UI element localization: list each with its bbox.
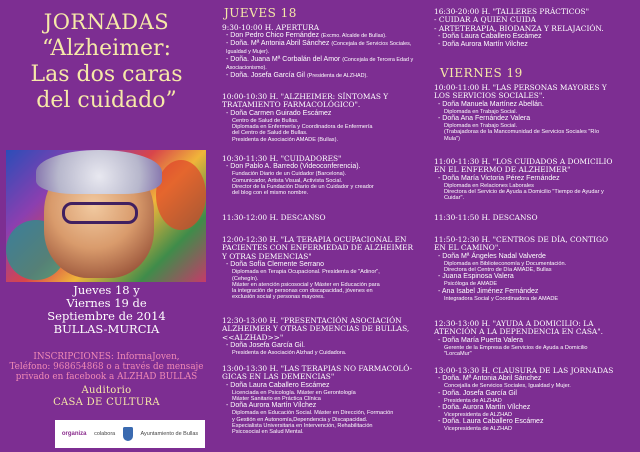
speaker: - Doña Josefa García Gil. (226, 342, 305, 350)
speaker-detail: Diplomada en Trabajo Social. (444, 108, 518, 115)
speaker-detail: Vicepresidenta de ALZHAD (444, 412, 512, 418)
date-line: BULLAS-MURCIA (53, 322, 160, 336)
speaker: - Doña. Laura Caballero Escámez (438, 418, 544, 426)
program-block (434, 158, 638, 202)
speaker: - Doña. Aurora Martín Vílchez (438, 404, 531, 411)
session-heading: 10:00-11:00 H. "LAS PERSONAS MAYORES Y (434, 83, 607, 92)
speaker-detail: del Centro de Salud de Bullas. (232, 130, 308, 137)
speaker-detail: Fundación Diario de un Cuidador (Barcelona). (232, 171, 347, 178)
event-title: JORNADAS (43, 10, 170, 34)
portrait-glasses (62, 202, 138, 224)
speaker: - Doña Manuela Martínez Abellán. (438, 100, 544, 108)
speaker: - Doña Laura Caballero Escámez (226, 381, 330, 389)
venue (0, 385, 213, 409)
town-logo: Ayuntamiento de Bullas (140, 431, 199, 437)
speaker-detail: exclusión social y personas mayores. (232, 294, 325, 301)
speaker: - Doña Carmen Guirado Escámez (226, 109, 332, 117)
speaker: - Doña María Puerta Valera (438, 336, 524, 344)
speaker: - Doña Aurora Martín Vilchez (438, 41, 528, 49)
venue-line: Auditorio (81, 385, 132, 396)
session-heading: 11:30-12:00 H. DESCANSO (222, 213, 326, 222)
session-heading: 12:00-12:30 H. "LA TERAPIA OCUPACIONAL EN (222, 235, 407, 244)
sponsor-logos (55, 420, 205, 448)
session-heading: PACIENTES CON ENFERMEDAD DE ALZHEIMER (222, 243, 414, 253)
session-heading: 9:30-10:00 H. APERTURA (222, 23, 320, 32)
session-heading: ATENCIÓN A LA DEPENDENCIA EN CASA". (434, 327, 604, 337)
speaker: - Juana Espinosa Valera (438, 273, 514, 281)
speaker-detail: Máster en atención psicosocial y Máster en Educación para (232, 281, 380, 288)
session-heading: 11:30-11:50 H. DESCANSO (434, 213, 538, 222)
session-heading: 12:30-13:00 H. "PRESENTACIÓN ASOCIACIÓN (222, 316, 402, 325)
session-heading: GICAS EN LAS DEMENCIAS" (222, 372, 335, 382)
session-heading: 13:00-13:30 H. "LAS TERAPIAS NO FARMACOLÓ- (222, 364, 413, 373)
speaker-detail: Directora del Servicio de Ayuda a Domicilio "Tiempo de Ayudar y (444, 189, 604, 196)
program-block (222, 155, 422, 197)
speaker-detail: Diplomada en Relaciones Laborales (444, 182, 534, 189)
speaker: - Doña Aurora Martín Vílchez (226, 402, 317, 410)
program-block (222, 236, 422, 301)
speaker-detail: "LorcaMur" (444, 351, 472, 358)
session-heading: Y OTRAS DEMENCIAS" (222, 251, 312, 261)
program-block (434, 367, 638, 433)
registration-info (0, 352, 213, 382)
speaker: - Doña Mª Ángeles Nadal Valverde (438, 252, 546, 260)
info-line: Teléfono: 968654868 o a través de mensaje (9, 362, 204, 372)
speaker: - Doña. Josefa García Gil (Presidenta de ALZHAD). (226, 72, 368, 80)
program-block (222, 24, 422, 80)
info-line: privado en facebook a ALZHAD BULLAS (15, 372, 198, 382)
date-line: Jueves 18 y (73, 283, 140, 297)
program-block (222, 93, 422, 143)
subtitle-line: Las dos caras (30, 62, 183, 87)
speaker-detail: Centro de Salud de Bullas. (232, 117, 299, 124)
subtitle-line: del cuidado” (36, 88, 177, 113)
thursday-program (216, 0, 422, 452)
speaker-detail: Presidenta de ALZHAD (444, 397, 502, 404)
speaker-detail: Vicepresidenta de ALZHAD (444, 426, 512, 433)
speaker-detail: Diplomada en Trabajo Social. (444, 123, 518, 130)
speaker-detail: Gerente de la Empresa de Servicios de Ayuda a Domicilio (444, 344, 588, 351)
speaker: - Don Pablo A. Barredo (Videoconferencia). (226, 163, 361, 171)
date-line: Septiembre de 2014 (47, 309, 166, 323)
day-heading-friday: VIERNES 19 (440, 66, 523, 80)
event-dates (0, 284, 213, 336)
speaker-detail: (Trabajadoras de la Mancomunidad de Servicios Sociales "Río (444, 129, 600, 136)
portrait-painting (6, 150, 206, 282)
speaker-detail: Diplomada en Educación Social. Máster en Dirección, Formación (232, 410, 394, 417)
speaker-detail: Presidenta de Asociación AMADE (Bullas). (232, 136, 339, 143)
session-heading: LOS SERVICIOS SOCIALES". (434, 91, 545, 101)
paint-swirl (156, 160, 206, 230)
session-heading: <<ALZHAD>>" (222, 332, 284, 342)
session-heading: 10:00-10:30 H. "ALZHEIMER: SÍNTOMAS Y (222, 92, 389, 101)
speaker-detail: Directora del Centro de Día AMADE, Bullas (444, 267, 552, 274)
speaker: - Ana Isabel Jiménez Fernández (438, 287, 539, 295)
speaker: - Don Pedro Chico Fernández (Excmo. Alcalde de Bullas). (226, 32, 387, 40)
session-heading: - CUIDAR A QUIEN CUIDA (434, 15, 536, 25)
speaker: - Doña Ana Fernández Valera (438, 115, 531, 123)
speaker-detail: Especialista Universitaria en Intervención, Rehabilitación (232, 423, 373, 429)
speaker: - Doña Sofía Clemente Serrano (226, 261, 325, 269)
speaker-detail: Psicosocial en Salud Mental. (232, 429, 304, 436)
speaker-detail: Cuidar". (444, 195, 465, 202)
portrait-hair (36, 150, 162, 194)
session-heading: 10:30-11:30 H. "CUIDADORES" (222, 154, 342, 163)
speaker-detail: Concejalía de Servicios Sociales, Igualdad y Mujer. (444, 383, 571, 390)
speaker: - Doña. Mª Antonia Abril Sánchez (Concejala de Servicios Sociales, Igualdad y Mujer). (226, 40, 412, 56)
program-block (434, 236, 638, 302)
friday-program (428, 0, 638, 452)
speaker-detail: del blog con el mismo nombre. (232, 190, 309, 197)
session-heading: 16:30-20:00 H. "TALLERES PRÁCTICOS" (434, 7, 589, 16)
session-heading: ALZHEIMER Y OTRAS DEMENCIAS DE BULLAS, (222, 324, 410, 334)
speaker-detail: Máster Sanitario en Práctica Clínica (232, 396, 321, 403)
speaker-detail: Comunicador, Artista Visual, Activista Social. (232, 177, 343, 184)
speaker: - Doña. Josefa García Gil (438, 389, 517, 397)
session-heading: EN EL ENFERMO DE ALZHEIMER" (434, 165, 571, 175)
session-heading: 12:30-13:00 H. "AYUDA A DOMICILIO: LA (434, 319, 594, 328)
speaker-detail: Integradora Social y Coordinadora de AMADE (444, 295, 559, 302)
session-heading: 11:50-12:30 H. "CENTROS DE DÍA, CONTIGO (434, 235, 609, 244)
date-line: Viernes 19 de (66, 296, 147, 310)
session-heading: - ARTETERAPIA, BIODANZA Y RELAJACIÓN. (434, 23, 604, 33)
poster-left-column (0, 0, 213, 452)
venue-line: CASA DE CULTURA (53, 397, 160, 408)
info-line: INSCRIPCIONES: InformaJoven, (33, 352, 180, 362)
session-heading: 13:00-13:30 H. CLAUSURA DE LAS JORNADAS (434, 366, 614, 375)
speaker-detail: la integración de personas con discapacidad, jóvenes en (232, 288, 373, 295)
speaker-detail: (Cehegín). (232, 275, 259, 282)
program-block (222, 317, 422, 357)
organiza-logo: organiza (61, 431, 87, 437)
speaker-detail: Diplomada en Biblioteconomía y Documentación. (444, 260, 567, 267)
speaker: - Doña. Juana Mª Corbalán del Amor (Concejala de Tercera Edad y Asociacionismo). (226, 56, 414, 72)
session-heading: EN EL CAMINO". (434, 243, 501, 253)
subtitle-line: “Alzheimer: (42, 36, 171, 61)
session-heading: 11:00-11:30 H. "LOS CUIDADOS A DOMICILIO (434, 157, 613, 166)
colabora-logo: colabora (94, 431, 116, 437)
program-block (222, 214, 422, 222)
program-block (222, 365, 422, 436)
session-heading: TRATAMIENTO FARMACOLÓGICO". (222, 100, 361, 110)
program-block (434, 84, 638, 142)
speaker: - Doña. Mª Antonia Abril Sánchez (438, 375, 542, 383)
speaker-detail: y Gestión en Autonomía,Dependencia y Discapacidad. (232, 416, 368, 423)
event-subtitle (0, 36, 213, 114)
speaker-detail: Director de la Fundación Diario de un Cuidador y creador (232, 184, 374, 190)
speaker-detail: Mula") (444, 135, 460, 142)
speaker: - Doña Laura Caballero Escámez (438, 33, 542, 41)
program-block (434, 214, 638, 222)
speaker-detail: Presidenta de Asociación Alzhad y Cuidadora. (232, 350, 347, 357)
speaker: - Doña María Victoria Pérez Fernández (438, 174, 560, 182)
speaker-detail: Psicóloga de AMADE (444, 281, 498, 288)
program-block (434, 8, 638, 49)
speaker-detail: Diplomada en Enfermería y Coordinadora de Enfermería (232, 124, 373, 131)
town-shield-icon (123, 427, 133, 441)
speaker-detail: Diplomada en Terapia Ocupacional. Presidenta de "Adinor", (232, 269, 380, 276)
speaker-detail: Licenciada en Psicología. Máster en Gerontología (232, 389, 356, 396)
day-heading-thursday: JUEVES 18 (224, 6, 297, 20)
program-block (434, 320, 638, 357)
